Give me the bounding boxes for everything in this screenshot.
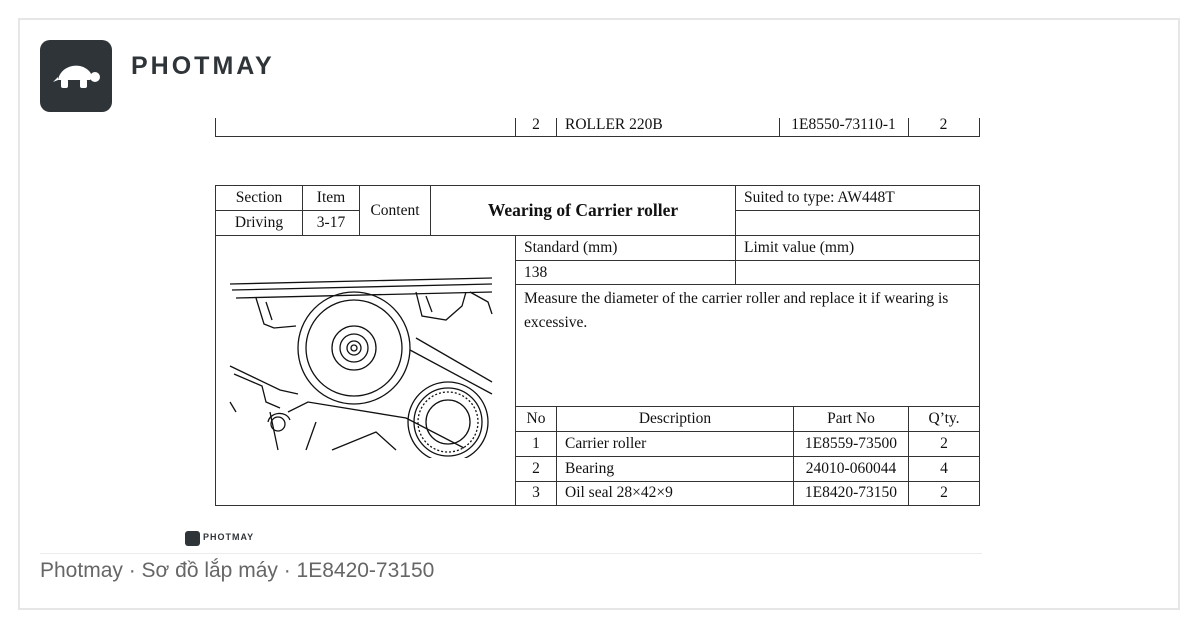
top-row-part-no: 1E8550-73110-1 bbox=[791, 116, 896, 133]
row-2-no: 2 bbox=[532, 460, 540, 477]
carrier-roller-drawing bbox=[226, 262, 498, 458]
row-1-no: 1 bbox=[532, 435, 540, 452]
section-label: Section bbox=[235, 189, 283, 206]
standard-value: 138 bbox=[524, 264, 548, 281]
limit-label: Limit value (mm) bbox=[744, 239, 855, 256]
mini-brand-name: PHOTMAY bbox=[203, 532, 255, 542]
row-3-qty: 2 bbox=[940, 484, 948, 501]
sheet-title: Wearing of Carrier roller bbox=[487, 200, 679, 220]
footer-divider bbox=[40, 553, 982, 554]
row-1-qty: 2 bbox=[940, 435, 948, 452]
row-2-description: Bearing bbox=[565, 460, 615, 477]
footer-caption: Photmay · Sơ đồ lắp máy · 1E8420-73150 bbox=[40, 559, 435, 582]
col-qty-header: Q’ty. bbox=[928, 410, 960, 427]
row-1-part-no: 1E8559-73500 bbox=[804, 435, 898, 452]
row-3-description: Oil seal 28×42×9 bbox=[565, 484, 673, 501]
top-row-description: ROLLER 220B bbox=[565, 116, 663, 133]
content-label: Content bbox=[370, 202, 420, 219]
brand-logo[interactable] bbox=[40, 40, 112, 112]
turtle-icon bbox=[50, 58, 102, 94]
instruction-text: Measure the diameter of the carrier roller and replace it if wearing is excessive. bbox=[524, 290, 949, 331]
top-row-no: 2 bbox=[532, 116, 540, 133]
section-value: Driving bbox=[234, 214, 284, 231]
standard-label: Standard (mm) bbox=[524, 239, 618, 256]
row-2-part-no: 24010-060044 bbox=[805, 460, 897, 477]
row-3-part-no: 1E8420-73150 bbox=[804, 484, 898, 501]
col-no-header: No bbox=[526, 410, 546, 427]
top-row-qty: 2 bbox=[939, 116, 948, 133]
brand-name: PHOTMAY bbox=[131, 52, 275, 80]
row-2-qty: 4 bbox=[940, 460, 948, 477]
col-description-header: Description bbox=[638, 410, 712, 427]
mini-brand-logo bbox=[185, 531, 200, 546]
row-3-no: 3 bbox=[532, 484, 540, 501]
item-value: 3-17 bbox=[316, 214, 346, 231]
item-label: Item bbox=[316, 189, 346, 206]
row-1-description: Carrier roller bbox=[565, 435, 647, 452]
col-part-no-header: Part No bbox=[827, 410, 875, 427]
suited-to-type: Suited to type: AW448T bbox=[744, 189, 895, 206]
